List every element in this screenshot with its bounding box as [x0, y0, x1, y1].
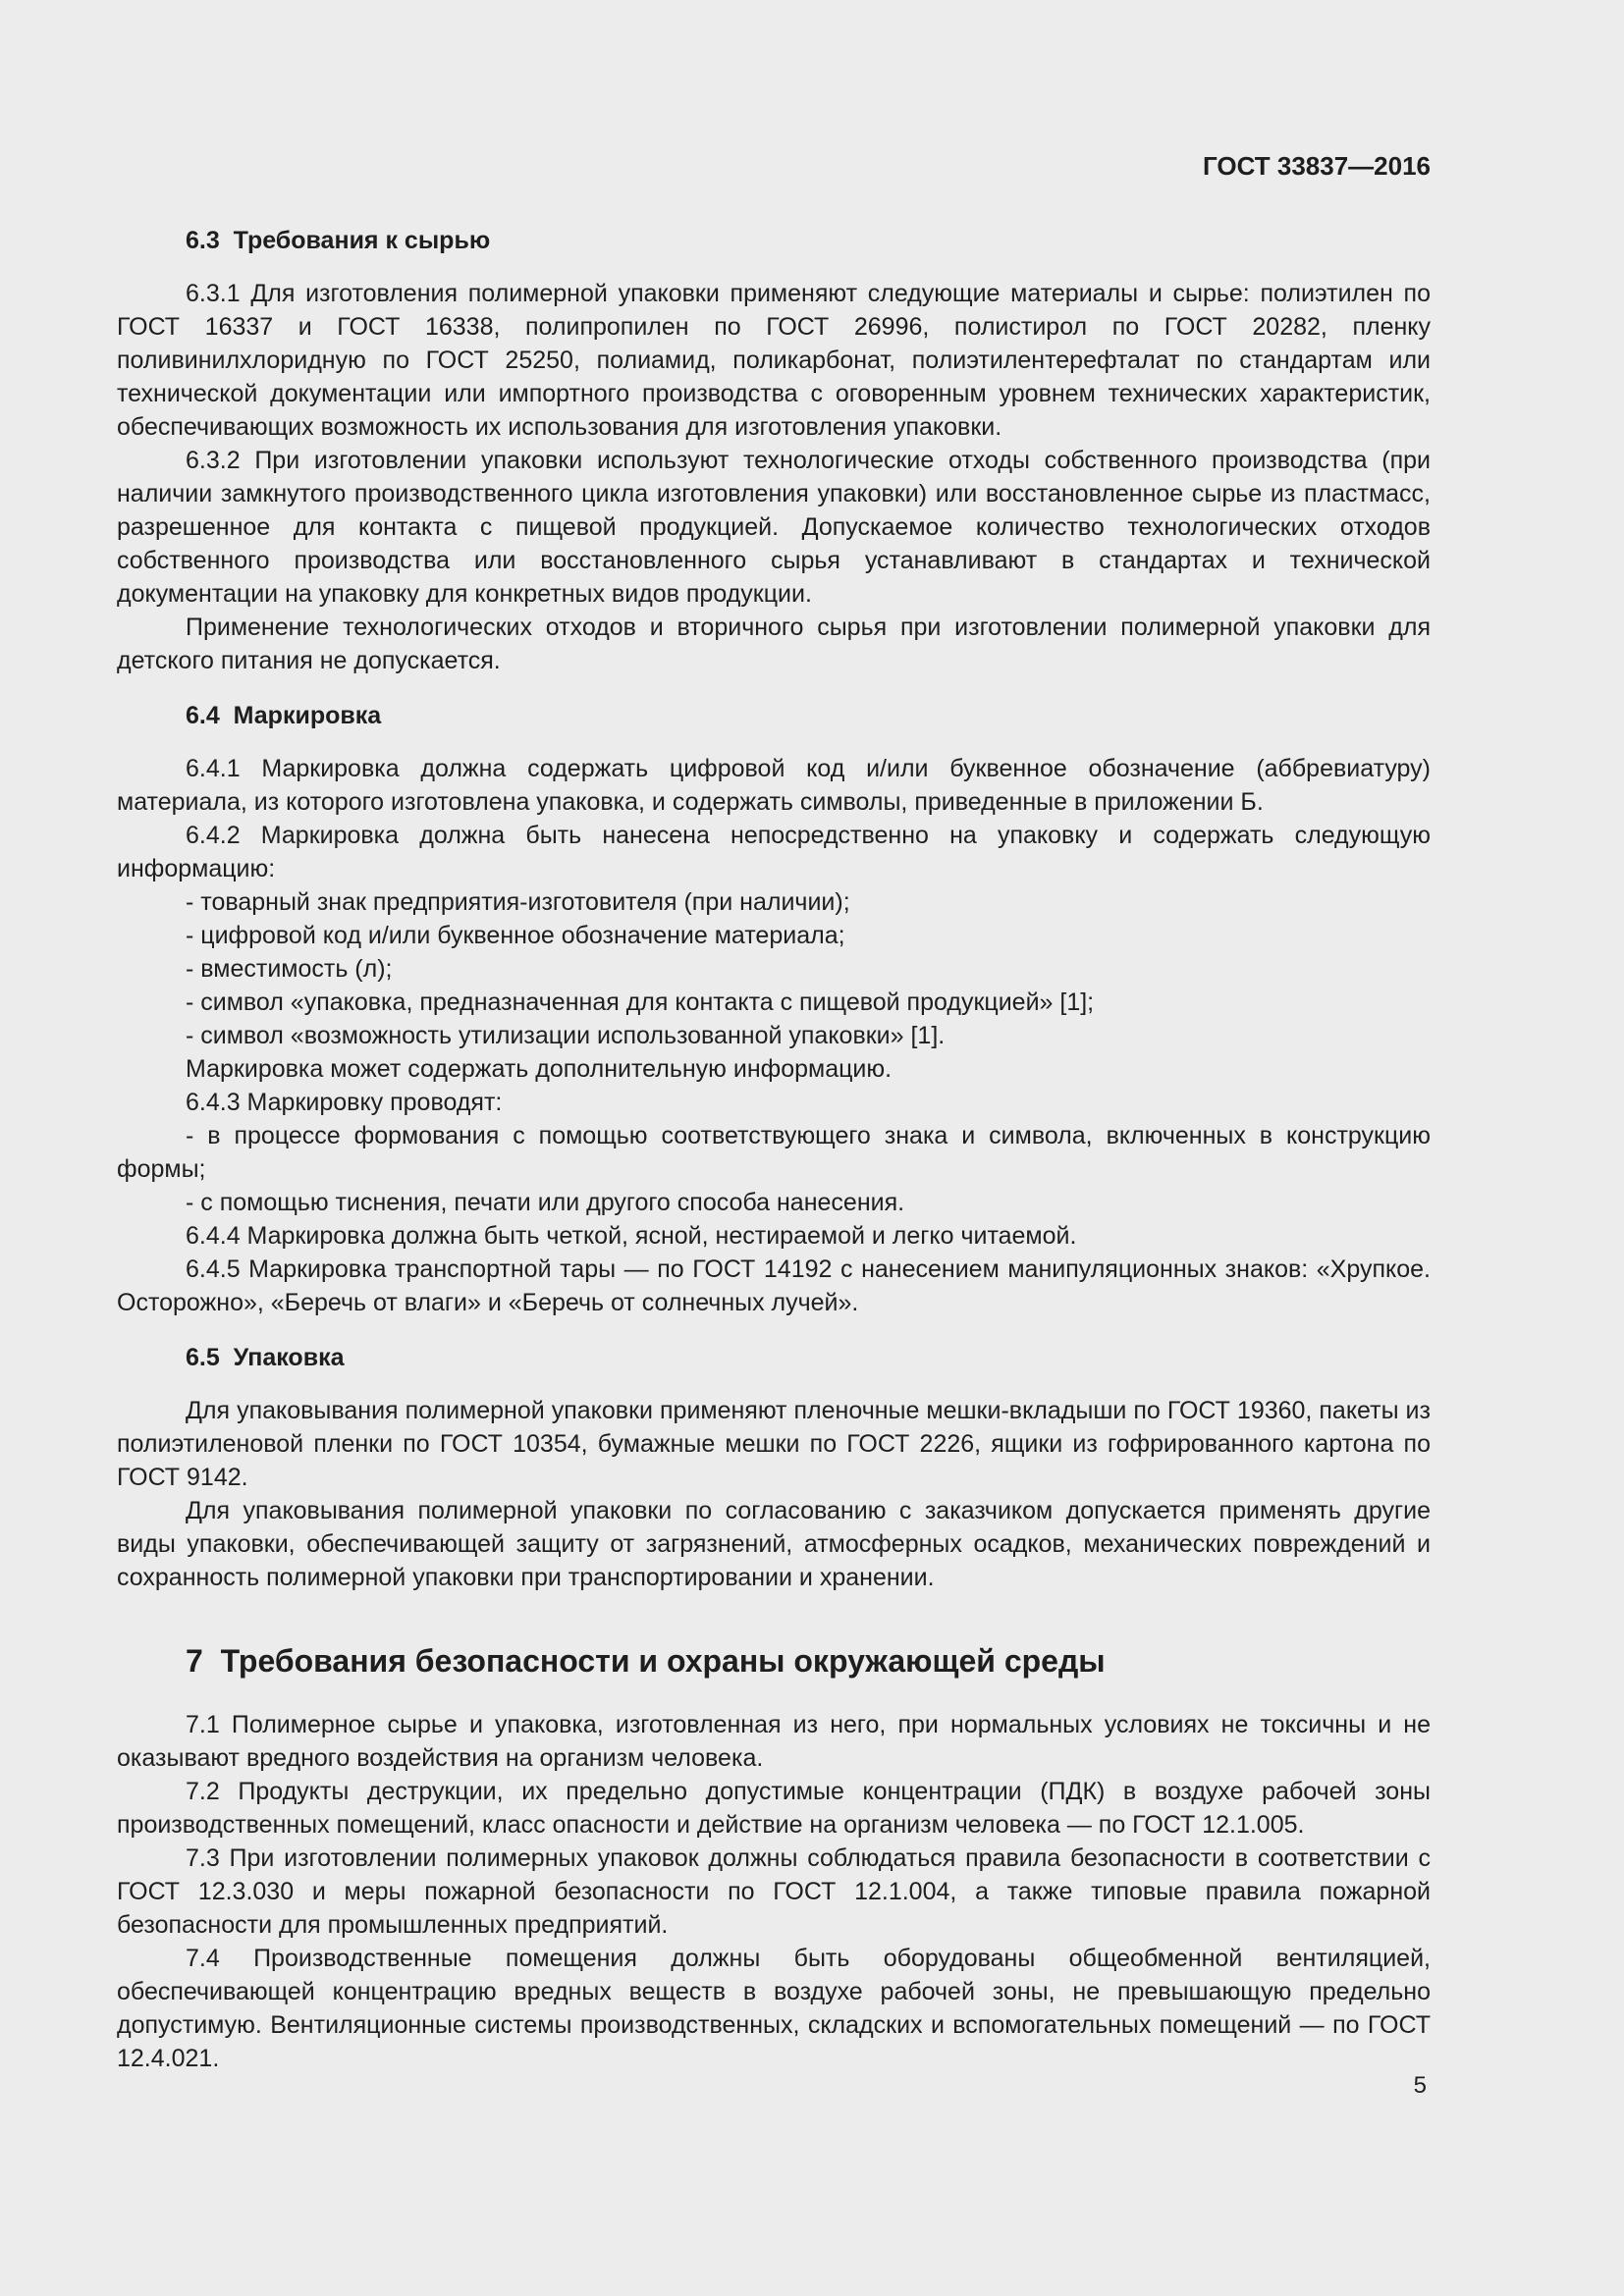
section-6-5-body — [117, 1394, 1431, 1594]
document-header: ГОСТ 33837—2016 — [1203, 151, 1431, 181]
paragraph-6-3-1: 6.3.1 Для изготовления полимерной упаковки применяют следующие материалы и сырье: полиэтилен по ГОСТ 16337 и ГОСТ 16338, полипропилен по ГОСТ 26996, полистирол по ГОСТ 20282, пленку поливинилхлоридную по ГОСТ 25250, полиамид, поликарбонат, полиэтилентерефталат по стандартам или технической документации или импортного производства с оговоренным уровнем технических характеристик, обеспечивающих возможность их использования для изготовления упаковки. — [117, 280, 1431, 441]
paragraph-6-4-2: 6.4.2 Маркировка должна быть нанесена непосредственно на упаковку и содержать следующую информацию: — [117, 822, 1431, 882]
list-item-embossing: - с помощью тиснения, печати или другого способа нанесения. — [186, 1189, 905, 1216]
paragraph-6-5-2: Для упаковывания полимерной упаковки по согласованию с заказчиком допускается применять другие виды упаковки, обеспечивающей защиту от загрязнений, атмосферных осадков, механических повреждений и сохранность полимерной упаковки при транспортировании и хранении. — [117, 1497, 1431, 1591]
list-item-food-contact-symbol: - символ «упаковка, предназначенная для контакта с пищевой продукцией» [1]; — [186, 988, 1095, 1016]
list-item-molding: - в процессе формования с помощью соответствующего знака и символа, включенных в конструкцию формы; — [117, 1122, 1431, 1183]
paragraph-6-3-2-note: Применение технологических отходов и вторичного сырья при изготовлении полимерной упаковки для детского питания не допускается. — [117, 614, 1431, 674]
chapter-7-body — [117, 1708, 1431, 2075]
paragraph-6-4-5: 6.4.5 Маркировка транспортной тары — по ГОСТ 14192 с нанесением манипуляционных знаков: «Хрупкое. Осторожно», «Беречь от влаги» и «Беречь от солнечных лучей». — [117, 1255, 1431, 1316]
paragraph-6-5-1: Для упаковывания полимерной упаковки применяют пленочные мешки-вкладыши по ГОСТ 19360, пакеты из полиэтиленовой пленки по ГОСТ 10354, бумажные мешки по ГОСТ 2226, ящики из гофрированного картона по ГОСТ 9142. — [117, 1397, 1431, 1491]
paragraph-6-4-1: 6.4.1 Маркировка должна содержать цифровой код и/или буквенное обозначение (аббревиатуру) материала, из которого изготовлена упаковка, и содержать символы, приведенные в приложении Б. — [117, 755, 1431, 816]
page-number: 5 — [1413, 2072, 1427, 2099]
chapter-7-title: 7 Требования безопасности и охраны окружающей среды — [186, 1643, 1106, 1679]
list-item-capacity: - вместимость (л); — [186, 955, 393, 983]
page-content — [117, 147, 1431, 2075]
paragraph-7-1: 7.1 Полимерное сырье и упаковка, изготовленная из него, при нормальных условиях не токсичны и не оказывают вредного воздействия на организм человека. — [117, 1711, 1431, 1772]
paragraph-6-4-4: 6.4.4 Маркировка должна быть четкой, ясной, нестираемой и легко читаемой. — [186, 1222, 1077, 1250]
paragraph-7-3: 7.3 При изготовлении полимерных упаковок должны соблюдаться правила безопасности в соответствии с ГОСТ 12.3.030 и меры пожарной безопасности по ГОСТ 12.1.004, а также типовые правила пожарной безопасности для промышленных предприятий. — [117, 1844, 1431, 1939]
list-item-material-code: - цифровой код и/или буквенное обозначение материала; — [186, 922, 845, 949]
paragraph-6-4-3: 6.4.3 Маркировку проводят: — [186, 1089, 503, 1116]
section-6-3-body — [117, 277, 1431, 677]
section-6-3-title: 6.3 Требования к сырью — [186, 227, 491, 254]
section-6-4-title: 6.4 Маркировка — [186, 702, 382, 729]
paragraph-7-2: 7.2 Продукты деструкции, их предельно допустимые концентрации (ПДК) в воздухе рабочей зоны производственных помещений, класс опасности и действие на организм человека — по ГОСТ 12.1.005. — [117, 1778, 1431, 1839]
list-item-trademark: - товарный знак предприятия-изготовителя (при наличии); — [186, 888, 850, 916]
paragraph-6-3-2: 6.3.2 При изготовлении упаковки используют технологические отходы собственного производства (при наличии замкнутого производственного цикла изготовления упаковки) или восстановленное сырье из пластмасс, разрешенное для контакта с пищевой продукцией. Допускаемое количество технологических отходов собственного производства или восстановленного сырья устанавливают в стандартах и технической документации на упаковку для конкретных видов продукции. — [117, 447, 1431, 608]
section-6-4-body — [117, 752, 1431, 1319]
paragraph-7-4: 7.4 Производственные помещения должны быть оборудованы общеобменной вентиляцией, обеспечивающей концентрацию вредных веществ в воздухе рабочей зоны, не превышающую предельно допустимую. Вентиляционные системы производственных, складских и вспомогательных помещений — по ГОСТ 12.4.021. — [117, 1945, 1431, 2072]
paragraph-additional-info: Маркировка может содержать дополнительную информацию. — [186, 1055, 893, 1083]
list-item-recycling-symbol: - символ «возможность утилизации использованной упаковки» [1]. — [186, 1022, 946, 1049]
section-6-5-title: 6.5 Упаковка — [186, 1344, 345, 1371]
